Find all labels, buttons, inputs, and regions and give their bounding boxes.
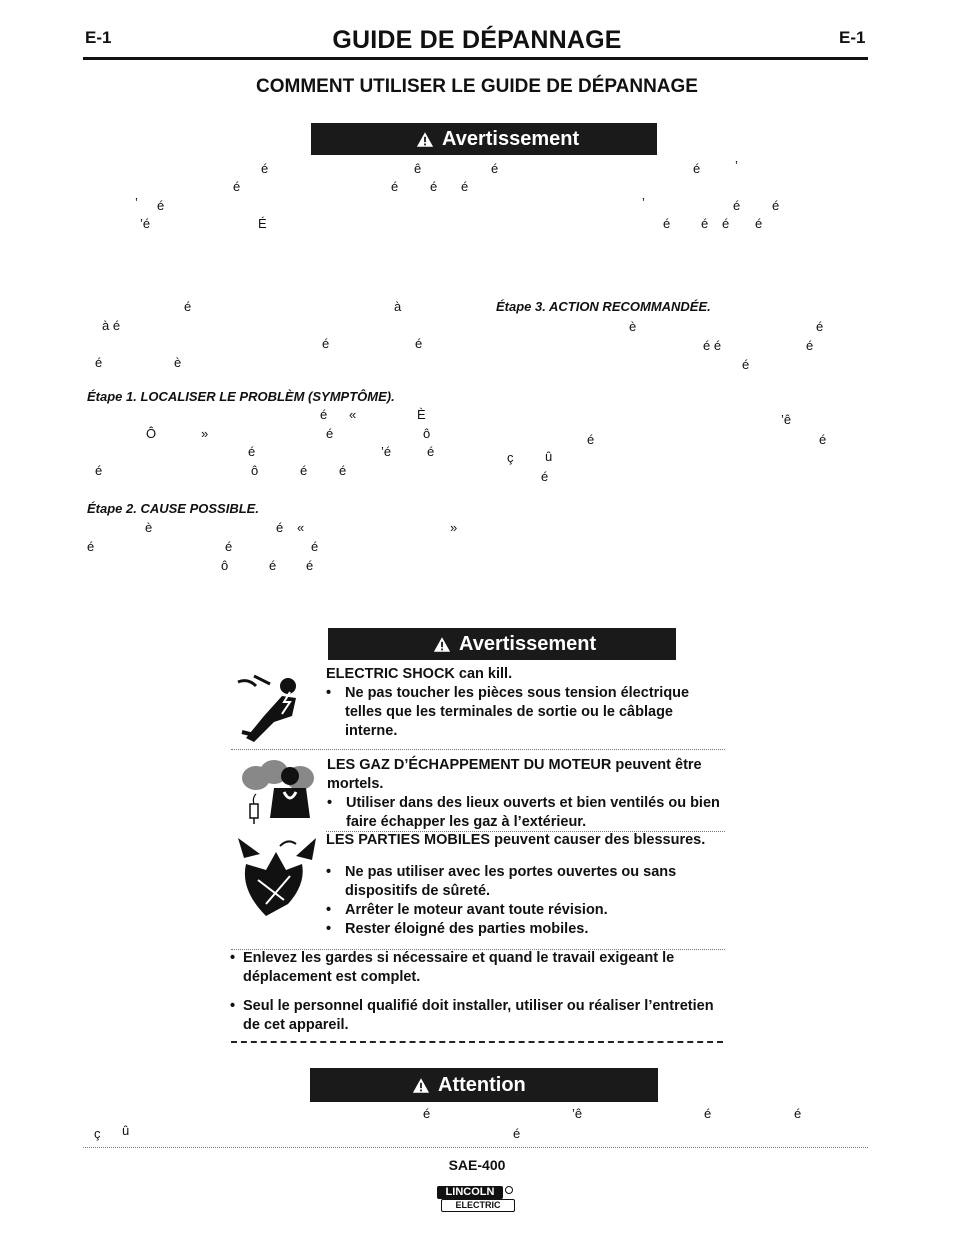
text-fragment: é	[704, 1106, 712, 1121]
text-fragment: é	[261, 161, 269, 176]
step-2-title: Étape 2. CAUSE POSSIBLE.	[87, 501, 259, 516]
warning-label: Avertissement	[459, 632, 597, 655]
text-fragment: é	[541, 469, 549, 484]
text-fragment: é	[816, 319, 824, 334]
general-warnings	[230, 949, 720, 1035]
text-fragment: ’	[642, 195, 645, 210]
text-fragment: ç	[507, 450, 514, 465]
text-fragment: ’é	[140, 216, 151, 231]
text-fragment: é	[427, 444, 435, 459]
attention-banner	[310, 1068, 658, 1102]
text-fragment: é	[87, 539, 95, 554]
electric-shock-icon	[234, 672, 304, 744]
text-fragment: é	[461, 179, 469, 194]
model-number: SAE-400	[448, 1157, 506, 1173]
text-fragment: é	[95, 355, 103, 370]
text-fragment: »	[450, 520, 458, 535]
text-fragment: Ô	[146, 426, 157, 441]
text-fragment: ô	[221, 558, 229, 573]
text-fragment: é	[806, 338, 814, 353]
text-fragment: é	[491, 161, 499, 176]
text-fragment: é	[300, 463, 308, 478]
text-fragment: é	[701, 216, 709, 231]
moving-parts-icon	[236, 834, 318, 918]
moving-parts-warning	[326, 831, 726, 939]
bullet-item: • Enlevez les gardes si nécessaire et quand le travail exigeant le déplacement est complet.	[230, 949, 720, 987]
bullet-item: • Seul le personnel qualifié doit installer, utiliser ou réaliser l’entretien de cet appareil.	[230, 997, 720, 1035]
text-fragment: é	[819, 432, 827, 447]
text-fragment: é	[306, 558, 314, 573]
page-code-right: E-1	[839, 28, 866, 47]
text-fragment: é	[663, 216, 671, 231]
text-fragment: û	[122, 1123, 130, 1138]
bullet-item: • Arrêter le moteur avant toute révision.	[326, 901, 726, 920]
text-fragment: é	[326, 426, 334, 441]
text-fragment: é	[339, 463, 347, 478]
text-fragment: ’ê	[781, 412, 792, 427]
text-fragment: ’	[735, 158, 738, 173]
text-fragment: é	[772, 198, 780, 213]
text-fragment: é	[722, 216, 730, 231]
exhaust-fumes-icon	[240, 758, 320, 824]
step-3-title: Étape 3. ACTION RECOMMANDÉE.	[496, 299, 711, 314]
text-fragment: é	[391, 179, 399, 194]
text-fragment: é	[513, 1126, 521, 1141]
text-fragment: é	[233, 179, 241, 194]
text-fragment: é	[415, 336, 423, 351]
logo-bottom: ELECTRIC	[441, 1199, 515, 1212]
text-fragment: ç	[94, 1126, 101, 1141]
text-fragment: è	[145, 520, 153, 535]
text-fragment: «	[349, 407, 357, 422]
text-fragment: é	[742, 357, 750, 372]
text-fragment: é	[794, 1106, 802, 1121]
text-fragment: È	[417, 407, 426, 422]
text-fragment: «	[297, 520, 305, 535]
text-fragment: ’ê	[572, 1106, 583, 1121]
warning-label: Avertissement	[442, 127, 580, 150]
warning-triangle-icon	[416, 131, 434, 148]
section-title: COMMENT UTILISER LE GUIDE DE DÉPANNAGE	[256, 76, 698, 97]
text-fragment: é	[423, 1106, 431, 1121]
text-fragment: é	[430, 179, 438, 194]
text-fragment: é	[693, 161, 701, 176]
header-rule	[83, 57, 868, 60]
text-fragment: à é	[102, 318, 121, 333]
text-fragment: ’é	[381, 444, 392, 459]
warning-banner	[311, 123, 657, 155]
text-fragment: é	[225, 539, 233, 554]
text-fragment: é	[248, 444, 256, 459]
text-fragment: é	[269, 558, 277, 573]
text-fragment: é	[157, 198, 165, 213]
electric-shock-warning	[326, 665, 726, 741]
text-fragment: è	[174, 355, 182, 370]
text-fragment: É	[258, 216, 267, 231]
text-fragment: ê	[414, 161, 422, 176]
separator-dashed	[231, 1041, 723, 1043]
text-fragment: é	[320, 407, 328, 422]
text-fragment: é	[184, 299, 192, 314]
text-fragment: ô	[423, 426, 431, 441]
text-fragment: »	[201, 426, 209, 441]
footer-separator	[83, 1147, 868, 1148]
text-fragment: é	[587, 432, 595, 447]
text-fragment: é	[95, 463, 103, 478]
page-code-left: E-1	[85, 28, 112, 47]
warning-triangle-icon	[433, 636, 451, 653]
exhaust-warning	[327, 756, 727, 832]
registered-mark-icon	[505, 1186, 513, 1194]
electric-shock-heading: ELECTRIC SHOCK can kill.	[326, 666, 513, 682]
moving-parts-heading: LES PARTIES MOBILES peuvent causer des blessures.	[326, 832, 706, 848]
bullet-item: • Ne pas utiliser avec les portes ouvertes ou sans dispositifs de sûreté.	[326, 863, 726, 901]
text-fragment: é	[755, 216, 763, 231]
exhaust-heading: LES GAZ D’ÉCHAPPEMENT DU MOTEUR peuvent être mortels.	[327, 757, 702, 792]
text-fragment: é	[733, 198, 741, 213]
bullet-item: • Utiliser dans des lieux ouverts et bien ventilés ou bien faire échapper les gaz à l’extérieur.	[327, 794, 727, 832]
page-title: GUIDE DE DÉPANNAGE	[332, 26, 622, 54]
text-fragment: é	[276, 520, 284, 535]
logo-top: LINCOLN	[437, 1186, 503, 1199]
bullet-item: • Rester éloigné des parties mobiles.	[326, 920, 726, 939]
attention-label: Attention	[438, 1073, 526, 1096]
text-fragment: é	[322, 336, 330, 351]
text-fragment: é é	[703, 338, 722, 353]
text-fragment: ô	[251, 463, 259, 478]
text-fragment: ’	[135, 195, 138, 210]
warning-triangle-icon	[412, 1077, 430, 1094]
lincoln-electric-logo	[437, 1186, 515, 1214]
text-fragment: à	[394, 299, 402, 314]
bullet-item: • Ne pas toucher les pièces sous tension électrique telles que les terminales de sortie ou le câblage interne.	[326, 684, 726, 741]
text-fragment: û	[545, 449, 553, 464]
text-fragment: è	[629, 319, 637, 334]
separator	[231, 749, 725, 750]
text-fragment: é	[311, 539, 319, 554]
step-1-title: Étape 1. LOCALISER LE PROBLÈM (SYMPTÔME).	[87, 389, 395, 404]
warning-banner-safety	[328, 628, 676, 660]
